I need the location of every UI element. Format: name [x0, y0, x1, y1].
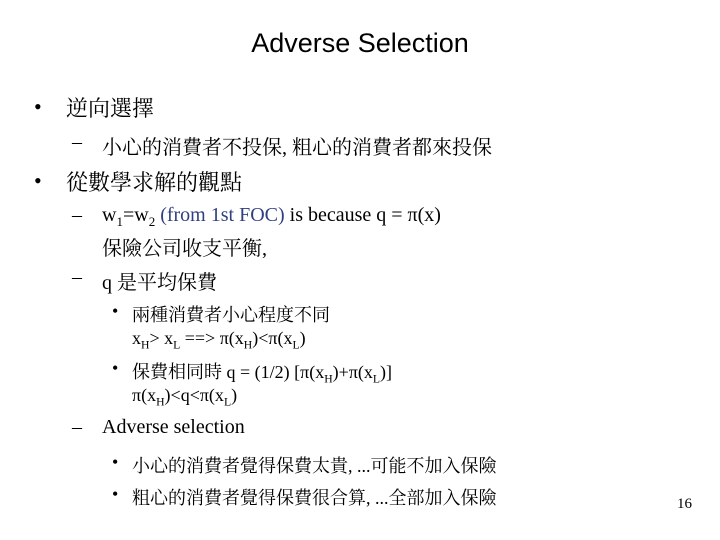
text-part: )+π(x: [332, 362, 373, 382]
formula-line: [102, 204, 441, 227]
text-part: )]: [380, 362, 393, 382]
text-sub: H: [324, 372, 333, 386]
formula-from: (from 1st FOC): [155, 204, 285, 226]
bullet-text: 粗心的消費者覺得保費很合算, ...全部加入保險: [132, 488, 497, 508]
cont-sub: L: [223, 395, 232, 409]
cont-part: π(x: [132, 385, 157, 405]
cont-sub: L: [292, 338, 300, 352]
cont-part: ): [231, 385, 238, 405]
bullet-marker: •: [34, 94, 42, 119]
bullet-marker: •: [112, 358, 119, 378]
bullet-text: 從數學求解的觀點: [66, 170, 243, 195]
formula-sub1: 1: [116, 214, 123, 229]
bullet-continuation: 保險公司收支平衡,: [102, 238, 267, 260]
formula-rest: is because q = π(x): [284, 204, 441, 226]
dash-marker: –: [72, 204, 82, 226]
bullet-marker: •: [34, 168, 42, 193]
bullet-text: 逆向選擇: [66, 96, 155, 121]
bullet-text: 兩種消費者小心程度不同: [132, 305, 330, 325]
dash-marker: –: [72, 131, 82, 153]
slide-title: Adverse Selection: [251, 28, 469, 58]
cont-part: x: [132, 328, 141, 348]
bullet-continuation: [132, 328, 306, 352]
cont-sub: H: [156, 395, 165, 409]
bullet-text: [132, 358, 392, 384]
bullet-marker: •: [112, 484, 119, 504]
cont-part: )<π(x: [252, 328, 293, 348]
cont-part: > x: [149, 328, 174, 348]
cont-part: ==> π(x: [180, 328, 244, 348]
text-sub: L: [372, 372, 381, 386]
cont-sub: H: [243, 338, 253, 352]
page-number: 16: [677, 496, 692, 512]
text-part: 保費相同時 q = (1/2) [π(x: [132, 362, 325, 382]
bullet-text: 小心的消費者覺得保費太貴, ...可能不加入保險: [132, 456, 497, 476]
cont-sub: H: [141, 338, 150, 352]
cont-sub: L: [173, 338, 181, 352]
cont-part: ): [299, 328, 306, 348]
bullet-continuation: [132, 385, 238, 409]
bullet-marker: •: [112, 301, 119, 321]
cont-part: )<q<π(x: [164, 385, 224, 405]
bullet-marker: •: [112, 452, 119, 472]
bullet-text: Adverse selection: [102, 416, 245, 438]
dash-marker: –: [72, 416, 82, 438]
dash-marker: –: [72, 266, 82, 288]
bullet-text: 小心的消費者不投保, 粗心的消費者都來投保: [102, 137, 492, 159]
formula-sub2: 2: [148, 214, 156, 229]
formula-eq: =w: [122, 204, 149, 226]
bullet-text: q 是平均保費: [102, 272, 217, 294]
formula-w1: w: [102, 204, 117, 226]
